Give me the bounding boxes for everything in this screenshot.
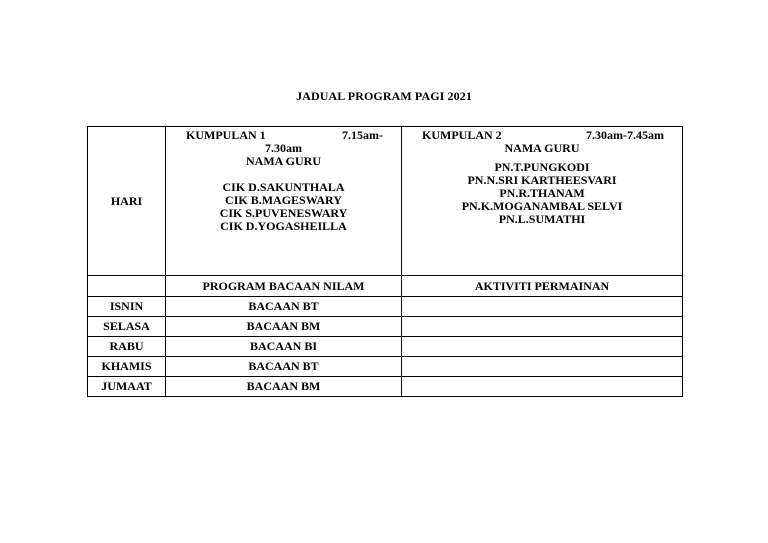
- day-cell: RABU: [88, 337, 166, 357]
- group2-cell: [402, 127, 683, 276]
- group1-time-end: 7.30am: [265, 141, 302, 155]
- group2-teacher: PN.T.PUNGKODI: [494, 160, 590, 174]
- group1-label: KUMPULAN 1: [186, 128, 266, 142]
- group1-teacher: CIK B.MAGESWARY: [225, 193, 342, 207]
- hari-header-cell: [88, 127, 166, 276]
- group1-time-start: 7.15am-: [342, 128, 383, 142]
- program2-cell: [402, 337, 683, 357]
- day-cell: JUMAAT: [88, 377, 166, 397]
- table-header-row: [88, 127, 683, 276]
- program1-cell: BACAAN BT: [166, 357, 402, 377]
- group2-teacher: PN.L.SUMATHI: [498, 212, 586, 226]
- program-header-row: [88, 276, 683, 297]
- group2-teacher: PN.K.MOGANAMBAL SELVI: [461, 199, 623, 213]
- program1-cell: BACAAN BI: [166, 337, 402, 357]
- group1-teacher: CIK S.PUVENESWARY: [219, 206, 348, 220]
- program2-cell: [402, 357, 683, 377]
- day-cell: ISNIN: [88, 297, 166, 317]
- group2-teacher-heading: NAMA GURU: [504, 141, 580, 155]
- program1-cell: BACAAN BM: [166, 317, 402, 337]
- table-row: [88, 317, 683, 337]
- group2-teacher: PN.R.THANAM: [499, 186, 585, 200]
- table-row: [88, 337, 683, 357]
- program1-heading: PROGRAM BACAAN NILAM: [166, 276, 402, 297]
- table-row: [88, 357, 683, 377]
- day-cell: SELASA: [88, 317, 166, 337]
- group1-teacher-heading: NAMA GURU: [246, 154, 321, 168]
- program2-cell: [402, 377, 683, 397]
- program2-cell: [402, 297, 683, 317]
- schedule-table: [87, 126, 683, 397]
- program2-heading: AKTIVITI PERMAINAN: [402, 276, 683, 297]
- program2-cell: [402, 317, 683, 337]
- group2-label: KUMPULAN 2: [422, 128, 502, 142]
- table-row: [88, 377, 683, 397]
- group1-cell: [166, 127, 402, 276]
- group1-teacher: CIK D.YOGASHEILLA: [220, 219, 347, 233]
- empty-cell: [88, 276, 166, 297]
- program1-cell: BACAAN BT: [166, 297, 402, 317]
- group2-time: 7.30am-7.45am: [586, 128, 664, 142]
- hari-label: HARI: [110, 193, 143, 208]
- day-cell: KHAMIS: [88, 357, 166, 377]
- group2-teacher: PN.N.SRI KARTHEESVARI: [467, 173, 617, 187]
- program1-cell: BACAAN BM: [166, 377, 402, 397]
- document-title: JADUAL PROGRAM PAGI 2021: [296, 89, 472, 103]
- group1-teacher: CIK D.SAKUNTHALA: [222, 180, 345, 194]
- table-row: [88, 297, 683, 317]
